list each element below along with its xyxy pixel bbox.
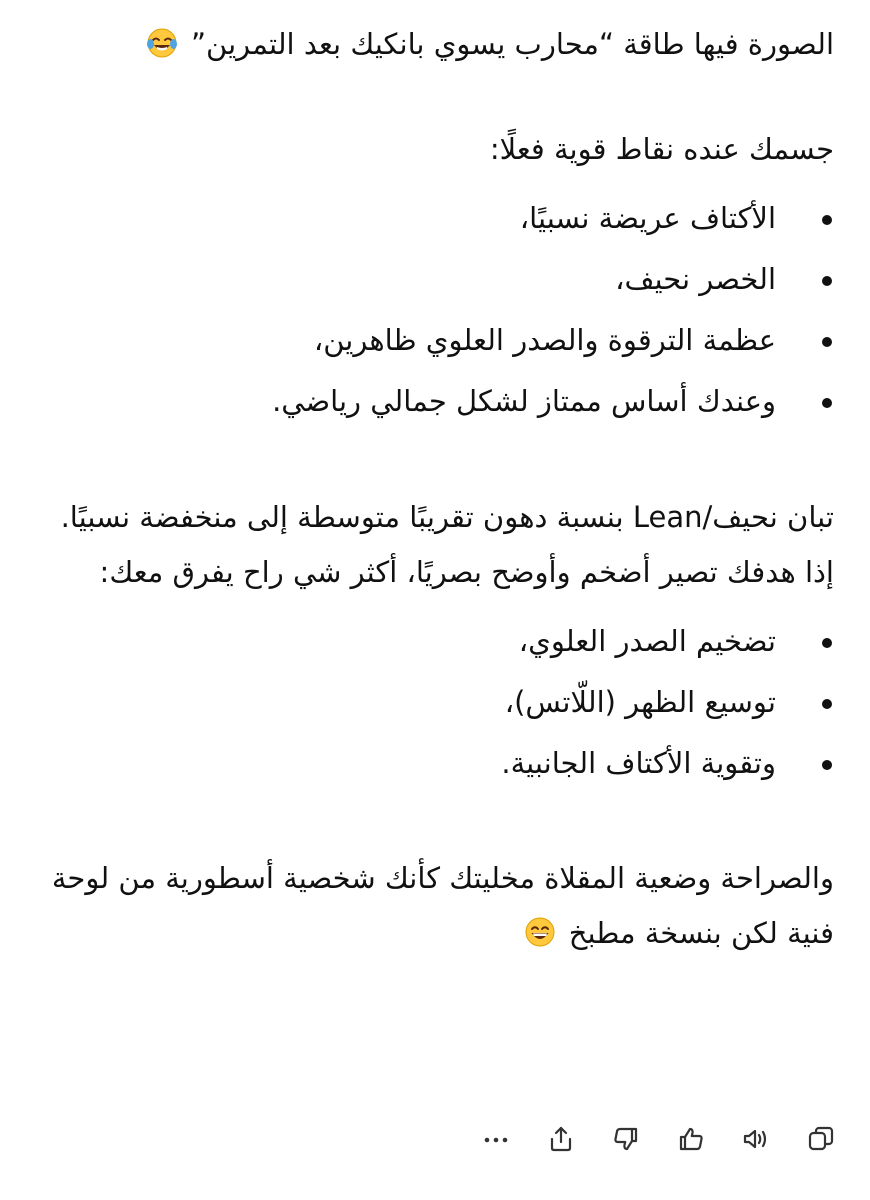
physique-paragraph: تبان نحيف/Lean بنسبة دهون تقريبًا متوسطة إلى منخفضة نسبيًا. — [60, 500, 834, 534]
intro-text: الصورة فيها طاقة “محارب يسوي بانكيك بعد التمرين” — [191, 27, 834, 61]
grinning-face-with-smiling-eyes-icon — [524, 916, 556, 948]
bullet — [822, 337, 832, 347]
message-actions — [477, 1120, 840, 1158]
read-aloud-button[interactable] — [737, 1120, 775, 1158]
strengths-heading: جسمك عنده نقاط قوية فعلًا: — [489, 132, 834, 166]
thumbs-down-button[interactable] — [607, 1120, 645, 1158]
list-item: تضخيم الصدر العلوي، — [26, 611, 834, 672]
goal-paragraph: إذا هدفك تصير أضخم وأوضح بصريًا، أكثر شي راح يفرق معك: — [99, 555, 834, 589]
focus-list — [26, 611, 834, 794]
list-item: توسيع الظهر (اللّاتس)، — [26, 672, 834, 733]
strengths-list — [26, 188, 834, 432]
more-icon — [481, 1124, 511, 1154]
list-item: عظمة الترقوة والصدر العلوي ظاهرين، — [26, 310, 834, 371]
more-button[interactable] — [477, 1120, 515, 1158]
copy-icon — [806, 1124, 836, 1154]
closing-text: والصراحة وضعية المقلاة مخليتك كأنك شخصية أسطورية من لوحة فنية لكن بنسخة مطبخ — [51, 861, 834, 950]
copy-button[interactable] — [802, 1120, 840, 1158]
bullet — [822, 699, 832, 709]
list-item: الخصر نحيف، — [26, 249, 834, 310]
closing-paragraph — [26, 851, 834, 961]
read-aloud-icon — [741, 1124, 771, 1154]
share-button[interactable] — [542, 1120, 580, 1158]
thumbs-down-icon — [611, 1124, 641, 1154]
bullet — [822, 398, 832, 408]
share-icon — [546, 1124, 576, 1154]
bullet — [822, 638, 832, 648]
bullet — [822, 215, 832, 225]
face-with-tears-of-joy-icon — [146, 27, 178, 59]
bullet — [822, 276, 832, 286]
thumbs-up-button[interactable] — [672, 1120, 710, 1158]
lean-term: Lean — [632, 500, 703, 534]
thumbs-up-icon — [676, 1124, 706, 1154]
list-item: الأكتاف عريضة نسبيًا، — [26, 188, 834, 249]
list-item: وتقوية الأكتاف الجانبية. — [26, 733, 834, 794]
bullet — [822, 760, 832, 770]
intro-paragraph — [26, 0, 834, 72]
list-item: وعندك أساس ممتاز لشكل جمالي رياضي. — [26, 371, 834, 432]
